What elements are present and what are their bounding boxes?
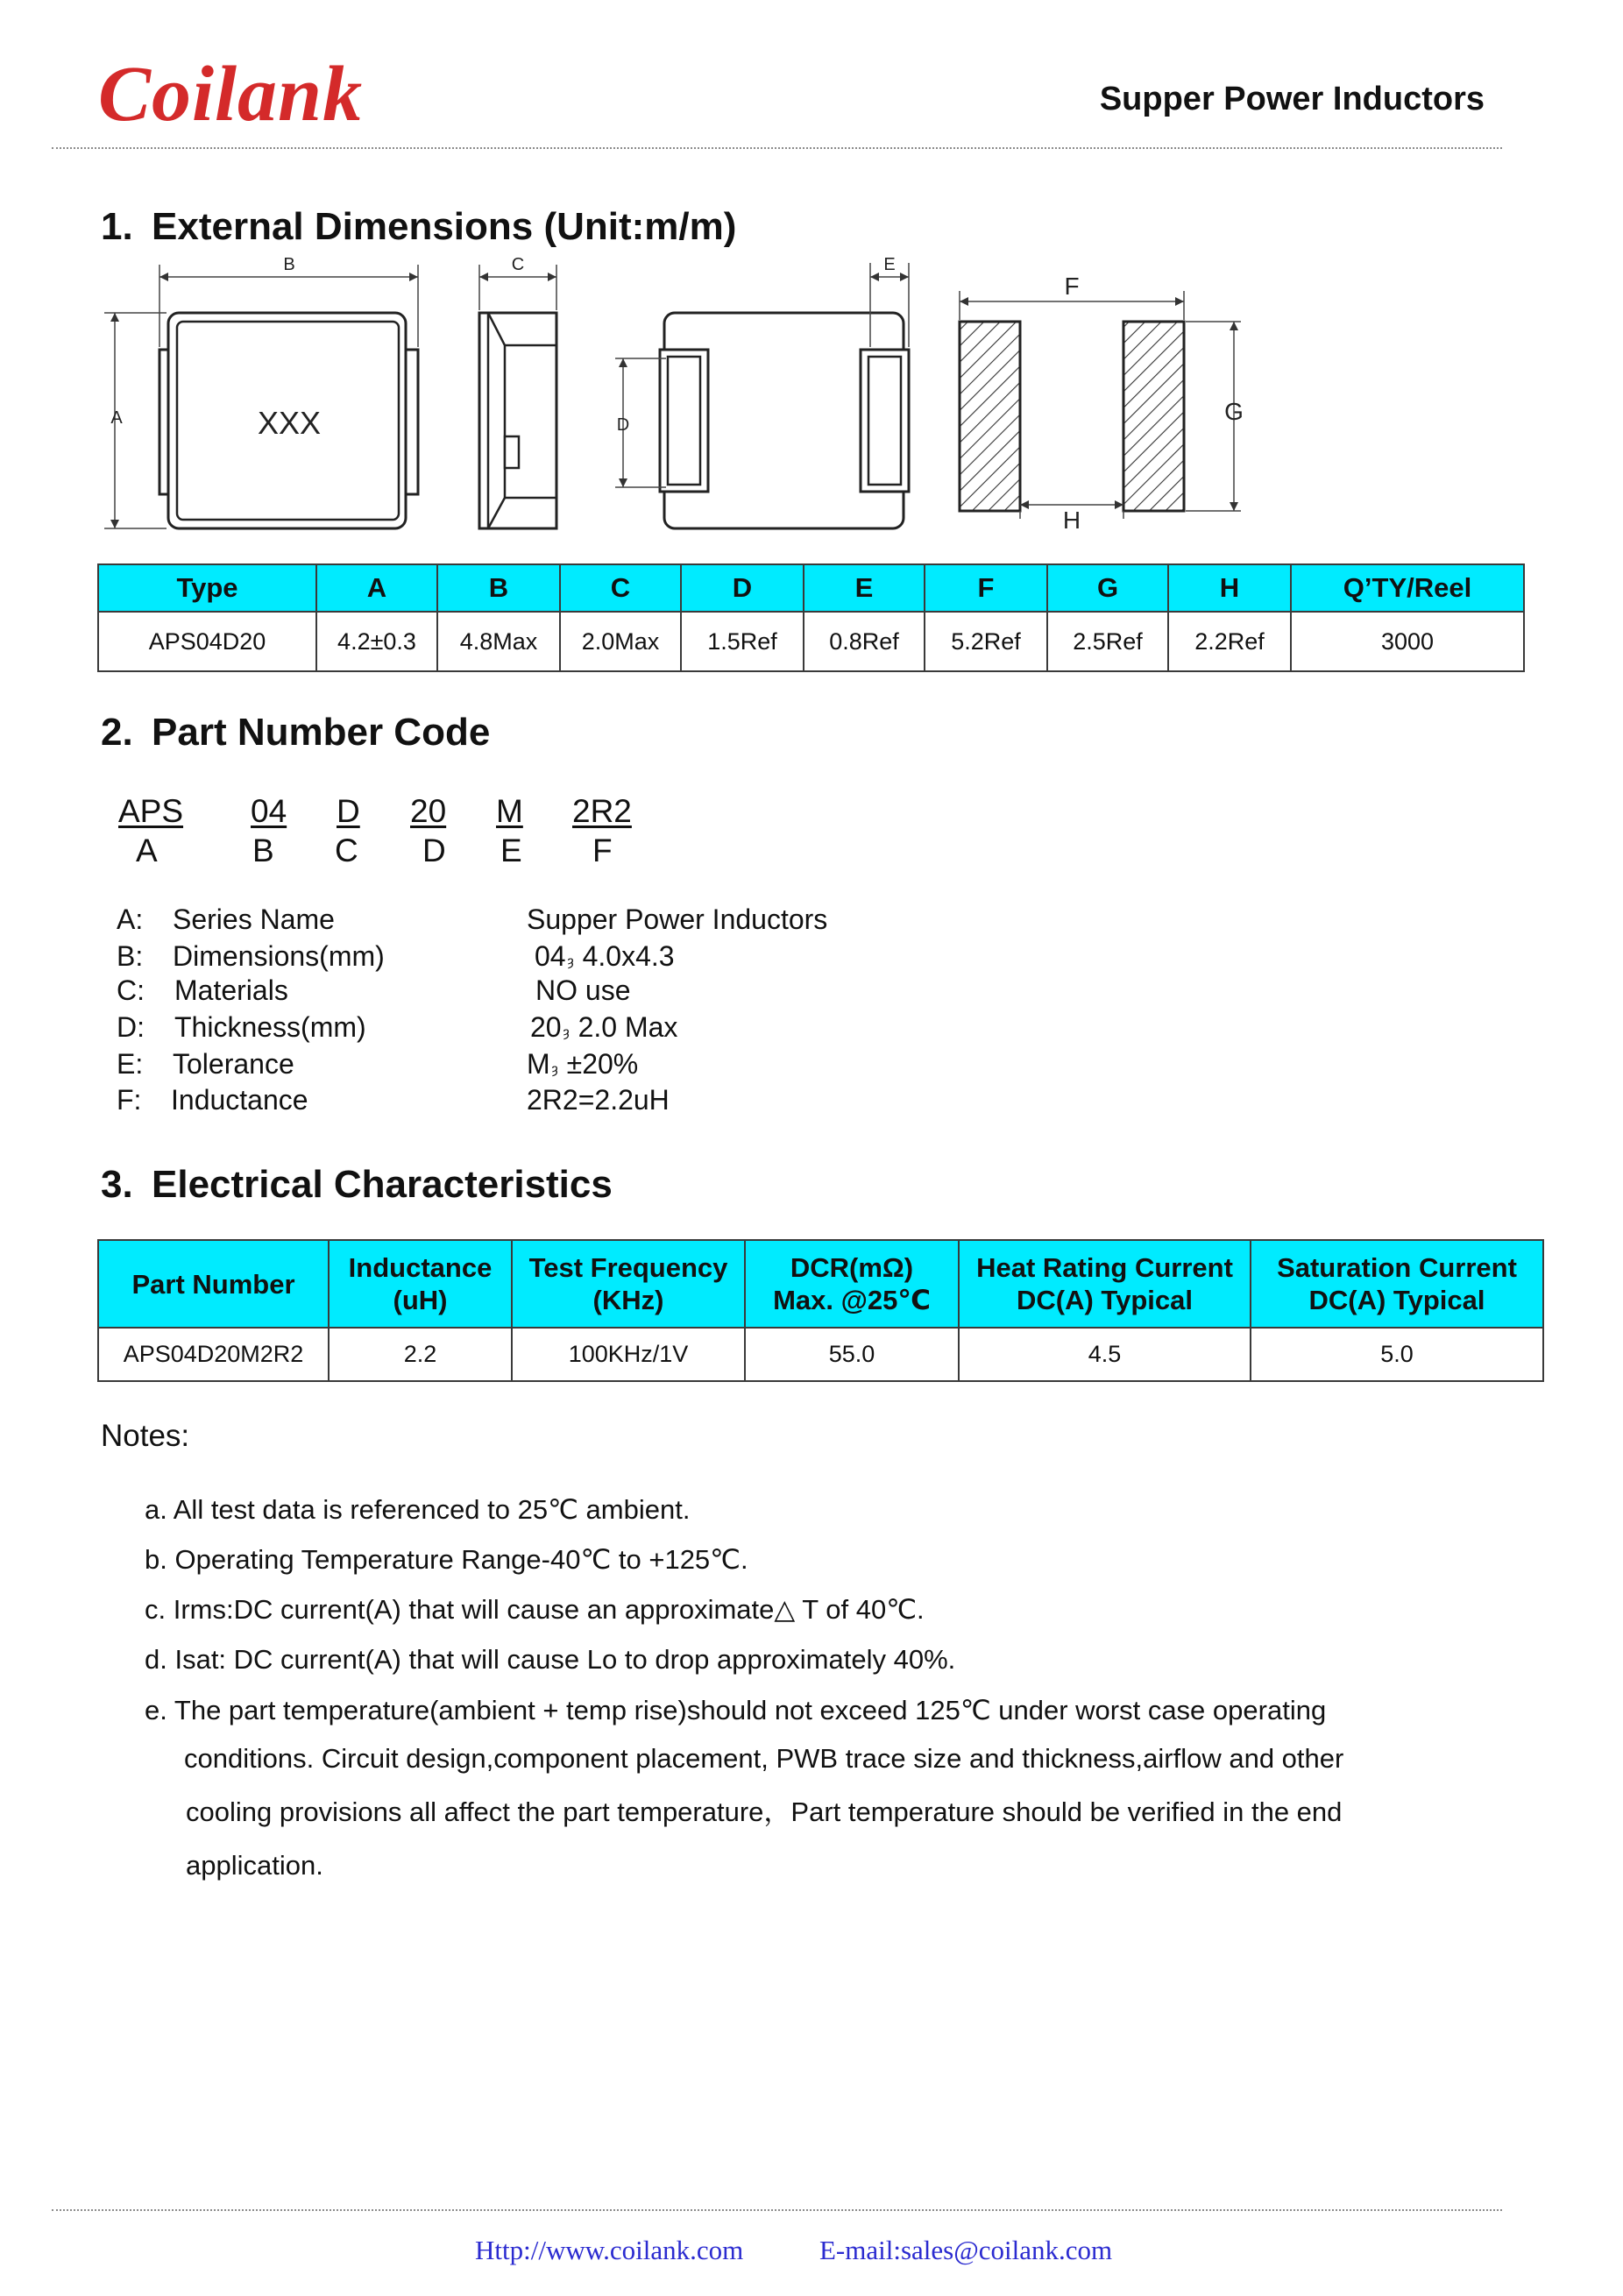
legend-value-text: NO use: [535, 974, 631, 1006]
table-cell: 2.2Ref: [1168, 612, 1291, 671]
header-cell: A: [316, 564, 437, 612]
code-segment: APS: [118, 793, 184, 829]
legend-key: A:: [117, 904, 144, 935]
dim-c-label: C: [511, 255, 525, 274]
code-letter: A: [136, 833, 158, 868]
code-segment: M: [496, 793, 523, 829]
table-row: [98, 1328, 1543, 1381]
note-line: d. Isat: DC current(A) that will cause Lo to drop approximately 40%.: [145, 1644, 956, 1675]
table-cell: 2.0Max: [560, 612, 681, 671]
left-pad: [960, 322, 1020, 511]
note-line: application.: [186, 1850, 323, 1881]
dimension-drawings: [0, 0, 1623, 561]
table-cell: 4.8Max: [437, 612, 560, 671]
dim-g-label: G: [1224, 398, 1244, 425]
table-row: [98, 612, 1524, 671]
bottom-view: [615, 255, 909, 528]
section-title-electrical: [101, 1165, 613, 1205]
header-line: DC(A) Typical: [1017, 1285, 1193, 1315]
table-cell: 2.5Ref: [1047, 612, 1168, 671]
legend-value-text: ±20%: [566, 1048, 639, 1080]
legend-separator: ȝ: [567, 954, 574, 969]
code-letter: C: [335, 833, 358, 868]
legend-value-text: 4.0x4.3: [582, 940, 675, 972]
header-cell: [98, 1240, 329, 1328]
code-letter: D: [422, 833, 446, 868]
table-cell: 3000: [1291, 612, 1524, 671]
legend-value: [535, 940, 675, 978]
header-line: (uH): [393, 1285, 448, 1315]
legend-value-code: 04: [535, 940, 566, 972]
header-cell: H: [1168, 564, 1291, 612]
header-line: Max. @25℃: [773, 1285, 931, 1315]
header-line: (KHz): [592, 1285, 664, 1315]
note-line: e. The part temperature(ambient + temp rise)should not exceed 125℃ under worst case operating: [145, 1695, 1327, 1726]
header-line: Heat Rating Current: [976, 1252, 1233, 1283]
section-title-part-code: [101, 712, 490, 753]
dim-a-label: A: [110, 408, 123, 428]
section-number: 3.: [101, 1163, 133, 1206]
legend-name: Inductance: [171, 1084, 308, 1116]
table-cell: APS04D20M2R2: [98, 1328, 329, 1381]
code-segment: 04: [251, 793, 287, 829]
section-heading: Part Number Code: [152, 711, 491, 754]
table-cell: 55.0: [745, 1328, 959, 1381]
legend-value-code: M: [527, 1048, 550, 1080]
code-segment: 20: [410, 793, 447, 829]
table-cell: 2.2: [329, 1328, 512, 1381]
legend-value-text: Supper Power Inductors: [527, 904, 828, 935]
dim-b-label: B: [283, 255, 295, 274]
legend-value-text: 2.0 Max: [578, 1011, 678, 1043]
dim-e-label: E: [883, 255, 896, 274]
legend-separator: ȝ: [563, 1025, 570, 1040]
legend-key: D:: [117, 1011, 145, 1043]
section-number: 1.: [101, 205, 133, 248]
header-cell: E: [804, 564, 925, 612]
notes-title: Notes:: [101, 1419, 190, 1453]
header-line: Saturation Current: [1277, 1252, 1517, 1283]
legend-key: F:: [117, 1084, 142, 1116]
table-cell: 4.2±0.3: [316, 612, 437, 671]
section-number: 2.: [101, 711, 133, 754]
side-view: [479, 255, 556, 528]
legend-value: [527, 1048, 638, 1086]
header-cell: [1251, 1240, 1543, 1328]
dim-d-label: D: [616, 415, 630, 435]
header-cell: D: [681, 564, 804, 612]
header-cell: Type: [98, 564, 316, 612]
brand-logo: Coilank: [98, 51, 364, 138]
legend-separator: ȝ: [551, 1062, 558, 1077]
land-pattern: [960, 273, 1244, 534]
legend-name: Tolerance: [173, 1048, 294, 1080]
footer-divider: [52, 2209, 1502, 2211]
legend-value-text: 2R2=2.2uH: [527, 1084, 670, 1116]
code-letter: F: [592, 833, 613, 868]
legend-name: Materials: [174, 974, 288, 1006]
header-cell: G: [1047, 564, 1168, 612]
note-line: a. All test data is referenced to 25℃ ambient.: [145, 1494, 691, 1525]
header-line: Test Frequency: [528, 1252, 728, 1283]
legend-key: C:: [117, 974, 145, 1006]
code-segment: D: [337, 793, 360, 829]
table-header-row: [98, 564, 1524, 612]
document-title: Supper Power Inductors: [1099, 81, 1485, 117]
table-cell: 4.5: [959, 1328, 1251, 1381]
legend-key: E:: [117, 1048, 144, 1080]
table-cell: 5.0: [1251, 1328, 1543, 1381]
electrical-table: [97, 1239, 1544, 1382]
legend-value: [535, 974, 630, 1006]
code-segment: 2R2: [572, 793, 632, 829]
header-cell: Q’TY/Reel: [1291, 564, 1524, 612]
part-marking: XXX: [257, 405, 322, 441]
legend-value: [530, 1011, 677, 1049]
header-cell: F: [925, 564, 1047, 612]
table-cell: APS04D20: [98, 612, 316, 671]
legend-value-code: 20: [530, 1011, 562, 1043]
right-terminal-tab: [406, 350, 418, 494]
header-cell: [745, 1240, 959, 1328]
header-line: Inductance: [348, 1252, 493, 1283]
legend-name: Dimensions(mm): [173, 940, 385, 972]
header-line: DCR(mΩ): [790, 1252, 914, 1283]
section-heading: Electrical Characteristics: [152, 1163, 613, 1206]
legend-value: [527, 904, 827, 935]
top-view: [104, 255, 418, 528]
header-cell: C: [560, 564, 681, 612]
code-letter: E: [500, 833, 522, 868]
note-line: conditions. Circuit design,component placement, PWB trace size and thickness,airflow and other: [184, 1743, 1344, 1774]
right-pad: [1123, 322, 1184, 511]
header-cell: [512, 1240, 745, 1328]
header-line: Part Number: [131, 1268, 295, 1300]
email-link[interactable]: E-mail:sales@coilank.com: [819, 2235, 1113, 2265]
side-terminal-foot: [505, 436, 519, 468]
table-cell: 100KHz/1V: [512, 1328, 745, 1381]
header-cell: [329, 1240, 512, 1328]
header-cell: B: [437, 564, 560, 612]
note-line: c. Irms:DC current(A) that will cause an approximate△ T of 40℃.: [145, 1594, 925, 1625]
header-line: DC(A) Typical: [1308, 1285, 1485, 1315]
dim-h-label: H: [1062, 507, 1081, 534]
header-cell: [959, 1240, 1251, 1328]
note-line: cooling provisions all affect the part temperature，Part temperature should be verified in the end: [186, 1796, 1343, 1827]
dimensions-table: [97, 563, 1525, 672]
legend-key: B:: [117, 940, 144, 972]
legend-name: Thickness(mm): [174, 1011, 366, 1043]
note-line: b. Operating Temperature Range-40℃ to +125℃.: [145, 1544, 748, 1575]
code-letter: B: [252, 833, 274, 868]
table-header-row: [98, 1240, 1543, 1328]
table-cell: 0.8Ref: [804, 612, 925, 671]
legend-value: [527, 1084, 670, 1116]
legend-name: Series Name: [173, 904, 335, 935]
table-cell: 1.5Ref: [681, 612, 804, 671]
table-cell: 5.2Ref: [925, 612, 1047, 671]
section-heading: External Dimensions (Unit:m/m): [152, 205, 737, 248]
website-link[interactable]: Http://www.coilank.com: [475, 2235, 744, 2265]
dim-f-label: F: [1064, 273, 1080, 300]
